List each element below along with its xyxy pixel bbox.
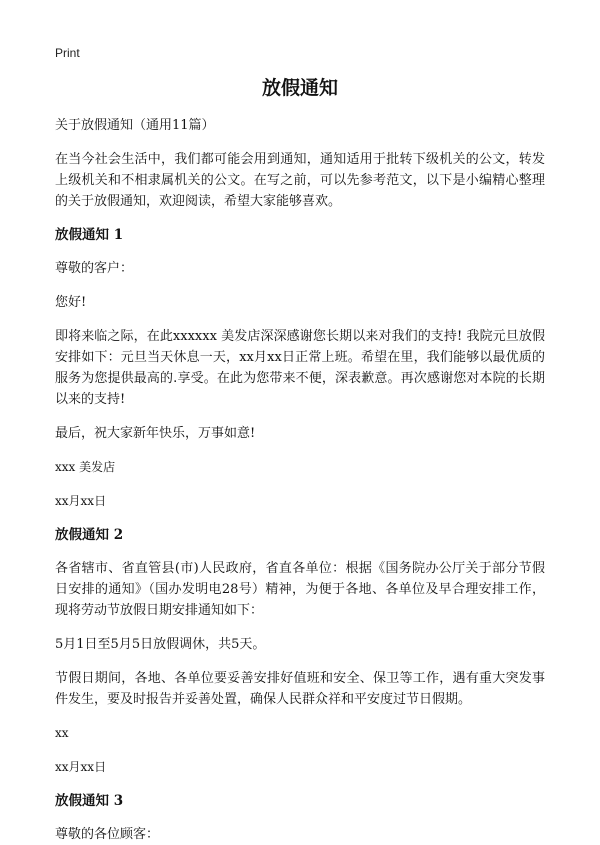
section-1-signature: xxx 美发店: [55, 460, 116, 474]
document-subtitle: 关于放假通知（通用11篇）: [55, 118, 215, 133]
section-3-salutation: 尊敬的各位顾客：: [55, 827, 160, 842]
section-2-instructions: 节假日期间，各地、各单位要妥善安排好值班和安全、保卫等工作，遇有重大突发事件发生，要及时报告并妥善处置，确保人民群众祥和平安度过节日假期。: [55, 671, 545, 707]
page-title: 放假通知: [261, 77, 338, 99]
section-heading-1: 放假通知 1: [55, 227, 124, 243]
section-1-closing: 最后，祝大家新年快乐，万事如意!: [55, 426, 256, 441]
section-heading-3: 放假通知 3: [55, 793, 124, 809]
print-label: Print: [55, 46, 80, 60]
section-1-date: xx月xx日: [55, 494, 107, 508]
section-1-salutation: 尊敬的客户：: [55, 261, 134, 276]
section-2-dates: 5月1日至5月5日放假调休，共5天。: [55, 637, 266, 652]
section-1-body: 即将来临之际，在此xxxxxx 美发店深深感谢您长期以来对我们的支持! 我院元旦放假安排如下：元旦当天休息一天，xx月xx日正常上班。希望在里，我们能够以最优质的服务为您提供最高的.享受。在此为您带来不便，深表歉意。再次感谢您对本院的长期以来的支持!: [55, 329, 545, 407]
section-1-greeting: 您好!: [55, 295, 87, 310]
intro-paragraph: 在当今社会生活中，我们都可能会用到通知，通知适用于批转下级机关的公文，转发上级机关和不相隶属机关的公文。在写之前，可以先参考范文，以下是小编精心整理的关于放假通知，欢迎阅读，希望大家能够喜欢。: [55, 152, 545, 209]
section-heading-2: 放假通知 2: [55, 527, 124, 543]
section-2-signature: xx: [55, 726, 69, 740]
section-2-date: xx月xx日: [55, 760, 107, 774]
section-2-body: 各省辖市、省直管县(市)人民政府，省直各单位：根据《国务院办公厅关于部分节假日安排的通知》（国办发明电28号）精神，为便于各地、各单位及早合理安排工作，现将劳动节放假日期安排通知如下：: [55, 561, 545, 618]
